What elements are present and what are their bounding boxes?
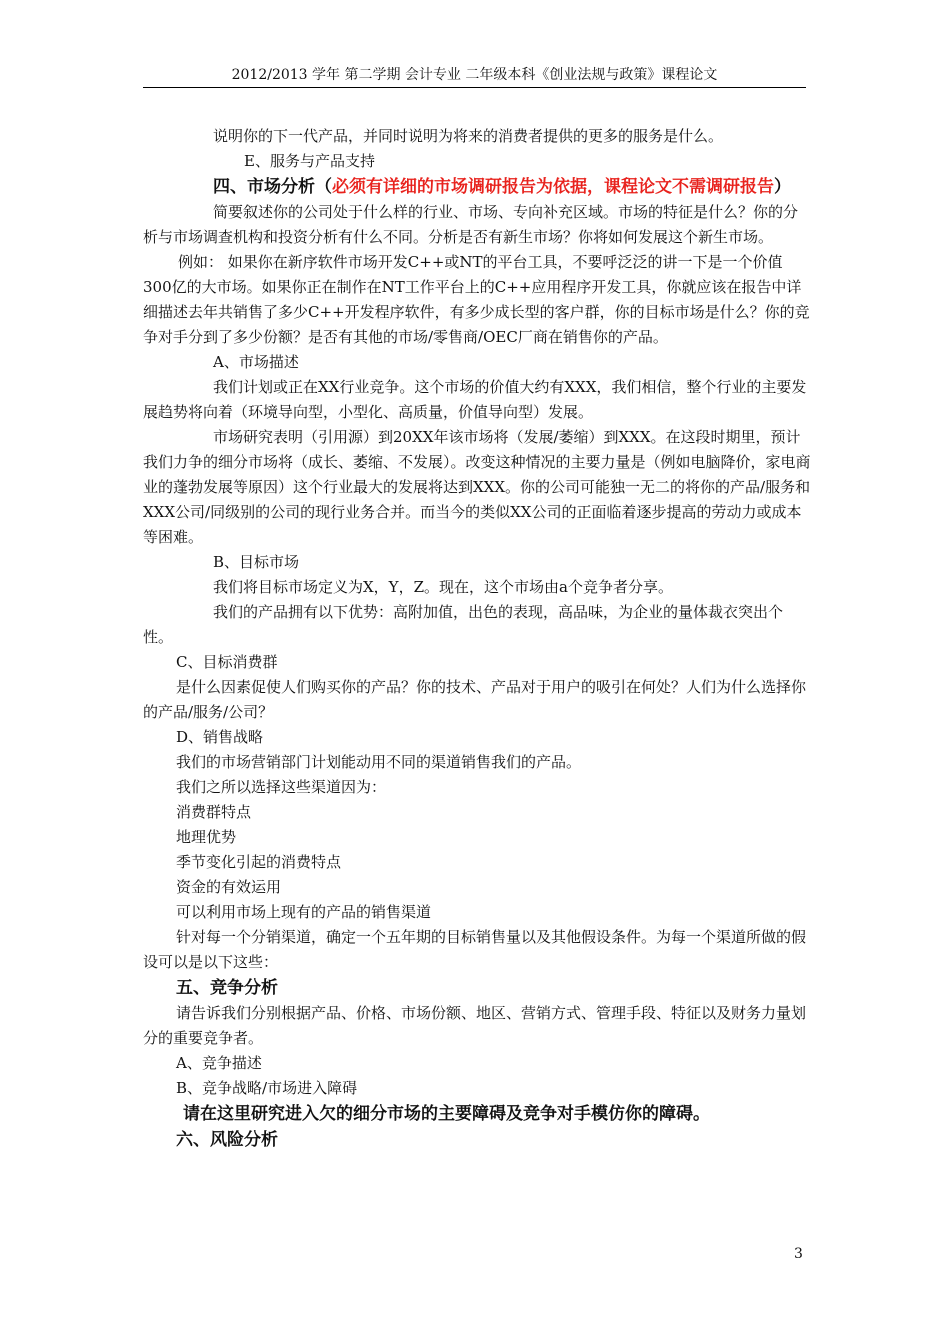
- subheading-c: C、目标消费群: [176, 653, 278, 671]
- page-header: 2012/2013 学年 第二学期 会计专业 二年级本科《创业法规与政策》课程论文: [143, 66, 806, 88]
- subheading-a2: A、竞争描述: [176, 1054, 262, 1072]
- paragraph: 针对每一个分销渠道，确定一个五年期的目标销售量以及其他假设条件。为每一个渠道所做的假设可以是以下这些：: [143, 928, 807, 971]
- list-item: 地理优势: [176, 828, 237, 846]
- heading-red-note: 必须有详细的市场调研报告为依据，课程论文不需调研报告: [332, 177, 774, 197]
- paragraph: 我们将目标市场定义为X，Y，Z。现在，这个市场由a个竞争者分享。: [213, 578, 673, 596]
- section-heading-5: 五、竞争分析: [176, 978, 278, 998]
- paragraph: 例如： 如果你在新序软件市场开发C++或NT的平台工具，不要呼泛泛的讲一下是一个价值300亿的大市场。如果你正在制作在NT工作平台上的C++应用程序开发工具，你就应该在报告中详细描述去年共销售了多少C++开发程序软件，有多少成长型的客户群，你的目标市场是什么？你的竞争对手分到了多少份额？是否有其他的市场/零售商/OEC厂商在销售你的产品。: [143, 253, 810, 346]
- paragraph: 市场研究表明（引用源）到20XX年该市场将（发展/萎缩）到XXX。在这段时期里，预计我们力争的细分市场将（成长、萎缩、不发展）。改变这种情况的主要力量是（例如电脑降价，家电商业的蓬勃发展等原因）这个行业最大的发展将达到XXX。你的公司可能独一无二的将你的产品/服务和XXX公司/同级别的公司的现行业务合并。而当今的类似XX公司的正面临着逐步提高的劳动力或成本等困难。: [143, 428, 811, 546]
- page-number: 3: [794, 1246, 803, 1262]
- paragraph: 是什么因素促使人们购买你的产品？你的技术、产品对于用户的吸引在何处？人们为什么选择你的产品/服务/公司？: [143, 678, 807, 721]
- subheading-e: E、服务与产品支持: [244, 152, 375, 170]
- list-item: 可以利用市场上现有的产品的销售渠道: [176, 903, 432, 921]
- paragraph: 说明你的下一代产品，并同时说明为将来的消费者提供的更多的服务是什么。: [213, 127, 724, 145]
- subheading-a: A、市场描述: [213, 353, 299, 371]
- paragraph: 我们计划或正在XX行业竞争。这个市场的价值大约有XXX，我们相信，整个行业的主要发展趋势将向着（环境导向型，小型化、高质量，价值导向型）发展。: [143, 378, 807, 421]
- subheading-b: B、目标市场: [213, 553, 300, 571]
- bold-note: 请在这里研究进入欠的细分市场的主要障碍及竞争对手模仿你的障碍。: [183, 1104, 710, 1124]
- heading-close: ）: [774, 177, 791, 197]
- list-item: 消费群特点: [176, 803, 252, 821]
- document-body: [143, 124, 811, 1153]
- section-heading-4: [143, 174, 811, 200]
- paragraph: 我们的市场营销部门计划能动用不同的渠道销售我们的产品。: [176, 753, 582, 771]
- paragraph: 我们之所以选择这些渠道因为：: [176, 778, 387, 796]
- paragraph: 简要叙述你的公司处于什么样的行业、市场、专向补充区域。市场的特征是什么？你的分析与市场调查机构和投资分析有什么不同。分析是否有新生市场？你将如何发展这个新生市场。: [143, 203, 799, 246]
- section-heading-6: 六、风险分析: [176, 1130, 278, 1150]
- list-item: 资金的有效运用: [176, 878, 282, 896]
- subheading-b2: B、竞争战略/市场进入障碍: [176, 1079, 358, 1097]
- paragraph: 请告诉我们分别根据产品、价格、市场份额、地区、营销方式、管理手段、特征以及财务力量划分的重要竞争者。: [143, 1004, 807, 1047]
- list-item: 季节变化引起的消费特点: [176, 853, 342, 871]
- heading-text: 四、市场分析（: [213, 177, 332, 197]
- subheading-d: D、销售战略: [176, 728, 264, 746]
- paragraph: 我们的产品拥有以下优势：高附加值，出色的表现，高品味，为企业的量体裁衣突出个性。: [143, 603, 784, 646]
